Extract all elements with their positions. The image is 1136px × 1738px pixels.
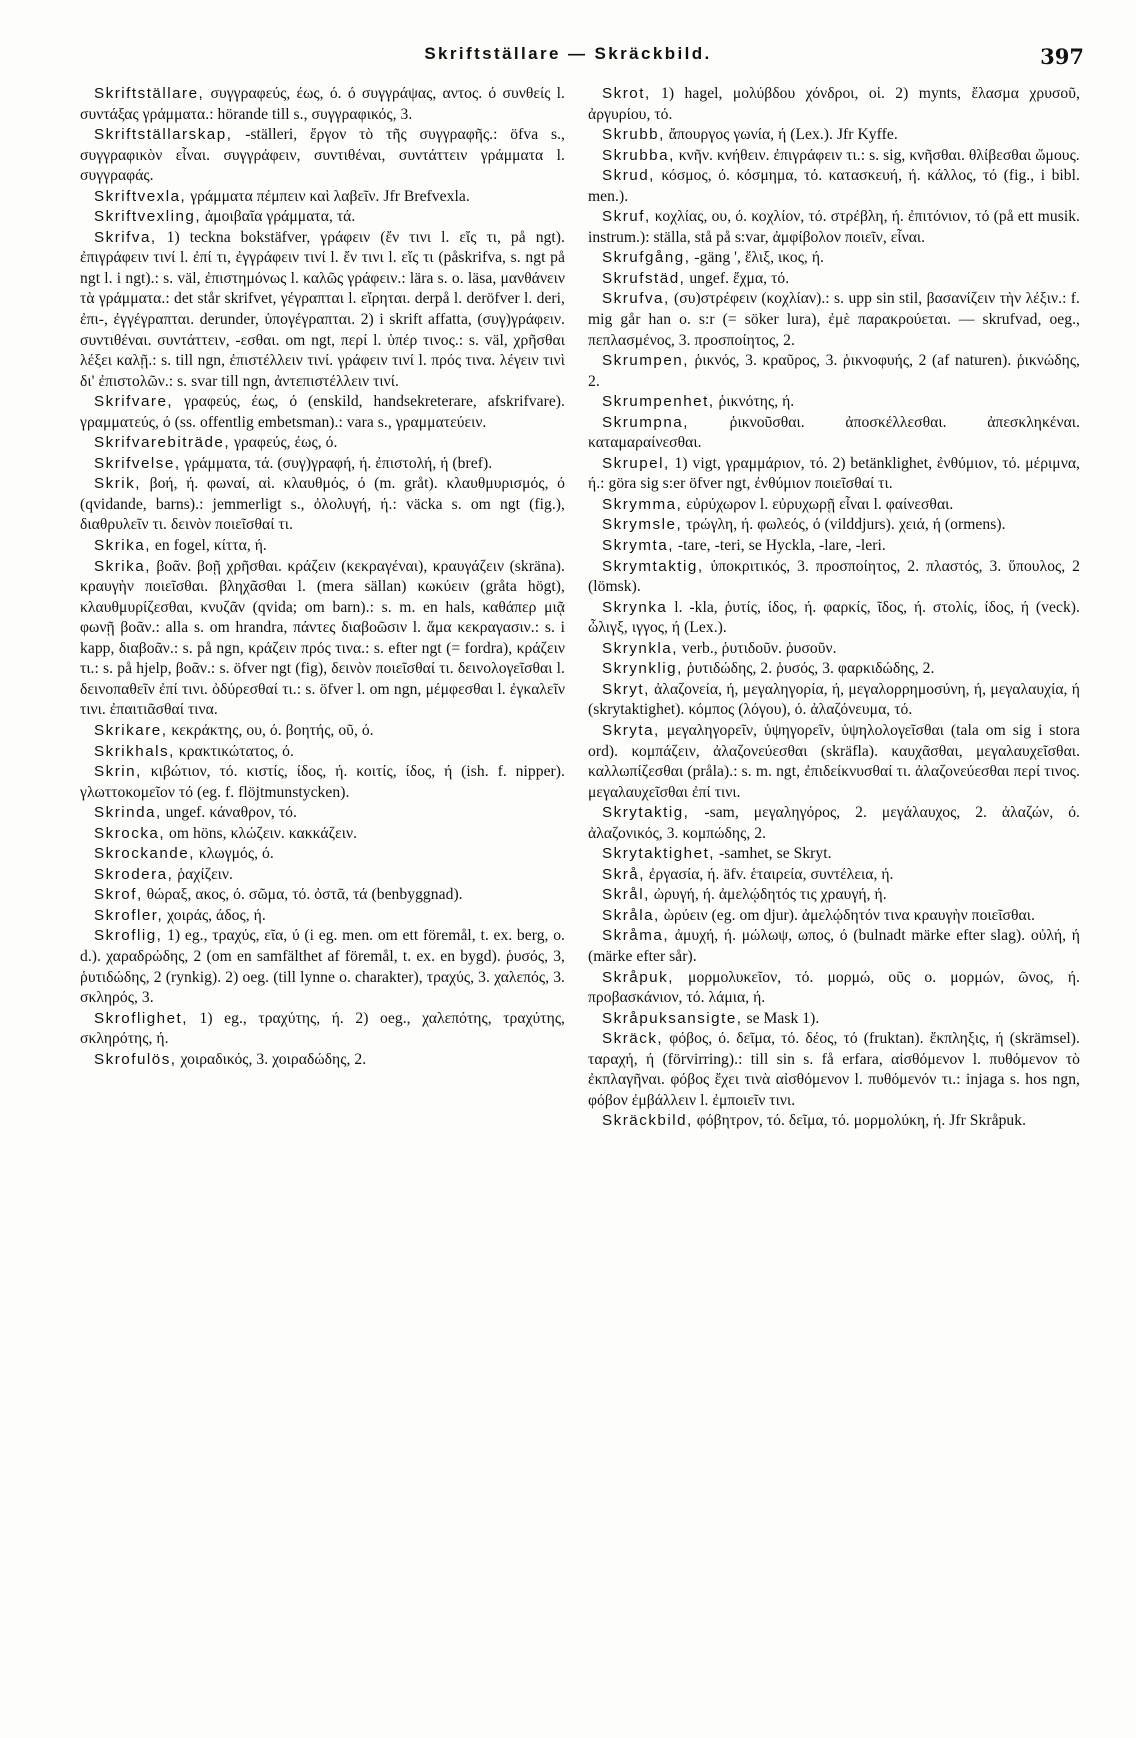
entry-definition: 1) eg., τραχύτης, ή. 2) oeg., χαλεπότης, τραχύτης, σκληρότης, ή.: [80, 1009, 565, 1048]
dictionary-entry: [588, 166, 1080, 207]
entry-definition: -gäng ', ἕλιξ, ικος, ή.: [690, 249, 824, 267]
dictionary-entry: [80, 762, 565, 803]
dictionary-entry: [588, 515, 1080, 536]
entry-definition: φόβος, ό. δεῖμα, τό. δέος, τό (fruktan). ἔκπληξις, ή (skrämsel). ταραχή, ή (förvirring).: till sin s. få erfara, αἰσθόμενον l. πυθόμενον τὸ ἐκπλαγῆναι. φόβος ἔχει τινὰ αἰσθόμενον l. πυθόμενόν τι.: injaga s. hos ngn, φόβον ἐμβάλλειν l. ἐμποιεῖν τινι.: [588, 1030, 1080, 1109]
entry-definition: μορμολυκεῖον, τό. μορμώ, οῦς ο. μορμών, ῶνος, ή. προβασκάνιον, τό. λάμια, ή.: [588, 968, 1080, 1007]
entry-headword: Skriftställarskap,: [94, 126, 233, 144]
dictionary-entry: [588, 125, 1080, 146]
entry-definition: ἐργασία, ή. äfv. ἑταιρεία, συντέλεια, ή.: [644, 865, 894, 883]
entry-definition: ὑποκριτικός, 3. προσποίητος, 2. πλαστός, 3. ὕπουλος, 2 (lömsk).: [588, 557, 1080, 596]
entry-definition: τρώγλη, ή. φωλεός, ό (vilddjurs). χειά, ή (ormens).: [682, 516, 1006, 534]
entry-headword: Skrud,: [602, 167, 655, 185]
dictionary-entry: [588, 413, 1080, 454]
entry-definition: κεκράκτης, ου, ό. βοητής, οῦ, ό.: [167, 721, 374, 739]
dictionary-entry: [588, 557, 1080, 598]
entry-definition: -ställeri, ἔργον τὸ τῆς συγγραφῆς.: öfva s., συγγραφικὸν εἶναι. συγγράφειν, συντιθέναι, συντάττειν γράμματα l. συγγραφάς.: [80, 126, 565, 185]
entry-definition: κρακτικώτατος, ό.: [174, 742, 294, 760]
entry-headword: Skrumpna,: [602, 413, 689, 431]
dictionary-entry: [588, 659, 1080, 680]
entry-definition: ἀμυχή, ή. μώλωψ, ωπος, ό (bulnadt märke efter slag). οὐλή, ή (märke efter sår).: [588, 927, 1080, 965]
dictionary-entry: [588, 1111, 1080, 1132]
entry-definition: ungef. κάναθρον, τό.: [161, 804, 297, 822]
entry-definition: γράμματα, τά. (συγ)γραφή, ή. ἐπιστολή, ή (bref).: [180, 454, 493, 472]
entry-headword: Skrika,: [94, 537, 151, 555]
entry-headword: Skråpuksansigte,: [602, 1009, 743, 1027]
entry-headword: Skråla,: [602, 906, 660, 924]
dictionary-entry: [80, 84, 565, 125]
left-column: [80, 84, 565, 1070]
entry-definition: κνῆν. κνήθειν. ἐπιγράφειν τι.: s. sig, κνῆσθαι. θλίβεσθαι ὤμους.: [674, 146, 1080, 164]
entry-headword: Skrå,: [602, 865, 645, 883]
entry-definition: συγγραφεύς, έως, ό. ό συγγράψας, αντος. ό συνθείς l. συντάξας γράμματα.: hörande till s., συγγραφικός, 3.: [80, 85, 565, 123]
dictionary-entry: [80, 433, 565, 454]
entry-definition: κιβώτιον, τό. κιστίς, ίδος, ή. κοιτίς, ίδος, ή (ish. f. nipper). γλωττοκομεῖον τό (eg. f. flöjtmunstycken).: [80, 763, 565, 801]
dictionary-entry: [80, 824, 565, 845]
entry-headword: Skräckbild,: [602, 1112, 693, 1130]
entry-definition: ῥικνοῦσθαι. ἀποσκέλλεσθαι. ἀπεσκληκέναι. καταμαραίνεσθαι.: [588, 413, 1080, 452]
entry-headword: Skrufgång,: [602, 249, 691, 267]
dictionary-entry: [588, 351, 1080, 392]
entry-headword: Skrifvare,: [94, 393, 174, 411]
entry-headword: Skrinda,: [94, 804, 162, 822]
entry-definition: en fogel, κίττα, ή.: [150, 537, 267, 555]
dictionary-entry: [588, 289, 1080, 351]
dictionary-entry: [588, 536, 1080, 557]
entry-definition: 1) hagel, μολύβδου χόνδροι, οἱ. 2) mynts, ἔλασμα χρυσοῦ, ἀργυρίου, τό.: [588, 85, 1080, 123]
dictionary-entry: [588, 721, 1080, 803]
entry-headword: Skrynklig,: [602, 660, 683, 678]
entry-headword: Skrifva,: [94, 228, 157, 246]
entry-definition: ῥυτιδώδης, 2. ῥυσός, 3. φαρκιδώδης, 2.: [682, 660, 935, 678]
entry-headword: Skrufstäd,: [602, 269, 686, 287]
dictionary-entry: [588, 269, 1080, 290]
dictionary-entry: [80, 1050, 565, 1071]
page-header: [0, 44, 1136, 84]
entry-headword: Skrumpen,: [602, 352, 689, 370]
entry-definition: 1) eg., τραχύς, εῖα, ύ (i eg. men. om ett föremål, t. ex. berg, o. d.). χαραδρώδης, 2 (om en samfälthet af föremål, t. ex. en bygd). ῥυσός, 3, ῥυτιδώδης, 2 (rynkig). 2) oeg. (till lynne o. charakter), τραχύς, 3. χαλεπός, 3. σκληρός, 3.: [80, 927, 565, 1007]
dictionary-entry: [80, 906, 565, 927]
dictionary-entry: [80, 187, 565, 208]
entry-definition: βοή, ή. φωναί, αἱ. κλαυθμός, ό (m. gråt). κλαυθμυρισμός, ό (qvidande, barns).: jemmerligt s., ὀλολυγή, ή.: väcka s. om ngt (fig.), διαθρυλεῖν τι. δεινὸν ποιεῖσθαί τι.: [80, 475, 565, 534]
dictionary-entry: [588, 146, 1080, 167]
entry-headword: Skroflig,: [94, 927, 163, 945]
dictionary-entry: [588, 865, 1080, 886]
dictionary-entry: [588, 1009, 1080, 1030]
entry-headword: Skrika,: [94, 557, 151, 575]
dictionary-entry: [80, 721, 565, 742]
dictionary-entry: [80, 474, 565, 536]
dictionary-entry: [588, 906, 1080, 927]
dictionary-entry: [80, 865, 565, 886]
entry-definition: ἀμοιβαῖα γράμματα, τά.: [201, 208, 356, 226]
entry-headword: Skrumpenhet,: [602, 393, 715, 411]
dictionary-entry: [588, 1029, 1080, 1111]
entry-headword: Skrikhals,: [94, 742, 175, 760]
dictionary-entry: [80, 742, 565, 763]
entry-definition: φόβητρον, τό. δεῖμα, τό. μορμολύκη, ή. Jfr Skråpuk.: [692, 1112, 1027, 1130]
dictionary-entry: [588, 248, 1080, 269]
entry-definition: ῥικνότης, ή.: [714, 393, 795, 411]
entry-headword: Skrodera,: [94, 865, 174, 883]
dictionary-entry: [80, 557, 565, 721]
entry-definition: ὠρυγή, ή. ἀμελῴδητός τις χραυγή, ή.: [649, 886, 887, 904]
entry-headword: Skrupel,: [602, 454, 670, 472]
entry-headword: Skriftställare,: [94, 85, 205, 102]
entry-definition: ῥαχίζειν.: [173, 865, 233, 883]
entry-headword: Skrynkla,: [602, 639, 678, 657]
dictionary-entry: [80, 454, 565, 475]
entry-headword: Skrofulös,: [94, 1050, 177, 1068]
entry-headword: Skriftvexla,: [94, 187, 187, 205]
entry-definition: χοιραδικός, 3. χοιραδώδης, 2.: [176, 1050, 367, 1068]
entry-headword: Skryta,: [602, 721, 660, 739]
entry-headword: Skrynka: [602, 598, 668, 616]
entry-definition: se Mask 1).: [742, 1009, 820, 1027]
dictionary-entry: [80, 207, 565, 228]
entry-headword: Skrymta,: [602, 537, 674, 555]
entry-definition: γραφεύς, έως, ό.: [230, 434, 338, 452]
entry-headword: Skråpuk,: [602, 968, 674, 986]
entry-definition: γράμματα πέμπειν καὶ λαβεῖν. Jfr Brefvexla.: [186, 187, 470, 205]
dictionary-entry: [80, 536, 565, 557]
entry-headword: Skrytaktig,: [602, 804, 690, 822]
dictionary-entry: [588, 495, 1080, 516]
entry-definition: βοᾶν. βοῇ χρῆσθαι. κράζειν (κεκραγέναι), κραυγάζειν (skräna). κραυγὴν ποιεῖσθαι. βληχᾶσθαι l. (mera sällan) κωκύειν (gråta högt), κλαυθμυρίζεσθαι, κνυζᾶν (qvida; om barn).: s. m. en hals, καθάπερ μιᾷ φωνῇ βοᾶν.: alla s. om hrandra, πάντες διαβοῶσιν l. ἅμα κεκραγασιν.: s. i kapp, διαβοᾶν.: s. på ngn, κράζειν πρός τινα.: s. efter ngt (= fordra), κράζειν τι.: s. på hjelp, βοᾶν.: s. öfver ngt (fig), δεινὸν ποιεῖσθαί τι. δεινολογεῖσθαι l. δεινοπαθεῖν ἐπί τινι. ὀδύρεσθαί τι.: s. öfver l. om ngn, μέμφεσθαι l. ἐγκαλεῖν τινι. ἐπαιτιᾶσθαί τινα.: [80, 557, 565, 719]
entry-definition: ἄπουργος γωνία, ή (Lex.). Jfr Kyffe.: [664, 126, 898, 144]
dictionary-entry: [588, 598, 1080, 639]
entry-definition: μεγαληγορεῖν, ὑψηγορεῖν, ὑψηλολογεῖσθαι (tala om sig i stora ord). κομπάζειν, ἀλαζονεύεσθαι (skräfla). καυχᾶσθαι, μεγαλαυχεῖσθαι. καλλωπίζεσθαι (pråla).: s. m. ngt, ἐπιδείκνυσθαί τι. ἀλαζονεύεσθαι περί τινος. μεγαλαυχεῖσθαι ἐπί τινι.: [588, 721, 1080, 801]
entry-definition: ungef. ἔχμα, τό.: [685, 269, 790, 287]
entry-headword: Skrik,: [94, 475, 141, 493]
entry-headword: Skroflighet,: [94, 1009, 188, 1027]
running-head: Skriftställare — Skräckbild.: [424, 44, 712, 63]
dictionary-entry: [80, 803, 565, 824]
dictionary-entry: [588, 680, 1080, 721]
entry-headword: Skrål,: [602, 886, 650, 904]
dictionary-entry: [80, 844, 565, 865]
entry-definition: l. -kla, ῥυτίς, ίδος, ή. φαρκίς, ῖδος, ή. στολίς, ίδος, ή (veck). ὦλιγξ, ιγγος, ή (Lex.).: [588, 598, 1080, 637]
entry-definition: ὠρύειν (eg. om djur). ἀμελῴδητόν τινα κραυγὴν ποιεῖσθαι.: [659, 906, 1035, 924]
entry-headword: Skriftvexling,: [94, 208, 202, 226]
entry-headword: Skrofler,: [94, 906, 164, 924]
dictionary-entry: [588, 639, 1080, 660]
entry-definition: κοχλίας, ου, ό. κοχλίον, τό. στρέβλη, ή. ἐπιτόνιον, τό (på ett musik. instrum.): ställa, stå på s:var, ἀμφίβολον ποιεῖν, εἶναι.: [588, 208, 1080, 246]
entry-headword: Skrifvelse,: [94, 454, 181, 472]
entry-headword: Skrytaktighet,: [602, 845, 716, 863]
entry-definition: εὐρύχωρον l. εὐρυχωρῇ εἶναι l. φαίνεσθαι.: [682, 495, 954, 513]
dictionary-entry: [80, 885, 565, 906]
entry-definition: (συ)στρέφειν (κοχλίαν).: s. upp sin stil, βασανίζειν τὴν λέξιν.: f. mig går han o. s:r (= söker lura), ἐμὲ παρακρούεται. — skrufvad, oeg., πεπλασμένος, 3. προσποίητος, 2.: [588, 290, 1080, 349]
dictionary-entry: [80, 926, 565, 1008]
dictionary-entry: [588, 885, 1080, 906]
entry-headword: Skrubba,: [602, 146, 675, 164]
entry-headword: Skrymma,: [602, 495, 683, 513]
dictionary-entry: [588, 968, 1080, 1009]
dictionary-entry: [588, 926, 1080, 967]
entry-definition: verb., ῥυτιδοῦν. ῥυσοῦν.: [677, 639, 837, 657]
entry-definition: om höns, κλώζειν. κακκάζειν.: [165, 824, 358, 842]
entry-headword: Skruf,: [602, 208, 651, 226]
entry-definition: γραφεύς, έως, ό (enskild, handsekreterare, afskrifvare). γραμματεύς, ό (ss. offentlig embetsman).: vara s., γραμματεύειν.: [80, 393, 565, 431]
entry-headword: Skrockande,: [94, 845, 195, 863]
entry-headword: Skrikare,: [94, 721, 168, 739]
entry-headword: Skrin,: [94, 763, 142, 781]
entry-headword: Skrufva,: [602, 290, 670, 308]
entry-definition: χοιράς, άδος, ή.: [163, 906, 266, 924]
entry-definition: ἀλαζονεία, ή, μεγαληγορία, ή, μεγαλορρημοσύνη, ή, μεγαλαυχία, ή (skrytaktighet). κόμπος (λόγου), ό. ἀλαζόνευμα, τό.: [588, 680, 1080, 719]
entry-headword: Skräck,: [602, 1030, 664, 1048]
dictionary-entry: [588, 803, 1080, 844]
dictionary-entry: [80, 392, 565, 433]
entry-headword: Skråma,: [602, 927, 670, 945]
entry-definition: 1) teckna bokstäfver, γράφειν (ἔν τινι l. εἴς τι, på ngt). ἐπιγράφειν τινί l. ἐπί τι, ἐγγράφειν τινί l. ἔν τινι l. εἴς τι (påskrifva, s. ngt på ngt l. i ngt).: s. väl, ἐπιστημόνως l. καλῶς γράφειν.: lära s. o. läsa, μανθάνειν τὰ γράμματα.: det står skrifvet, γέγραπται l. εἴρηται. derpå l. deröfver l. deri, ἐπι-, ἐγγέγραπται. derunder, ὑπογέγραπται. 2) i skrift affatta, (συγ)γράφειν. συντιθέναι. συντάττειν, -εσθαι. om ngt, περί l. ὑπέρ τινος.: s. väl, χρῆσθαι λέξει καλῇ.: s. till ngn, ἐπιστέλλειν τινί. γράφειν τινί l. πρός τινα. λέγειν τινὶ δι' ἐπιστολῶν.: s. svar till ngn, ἀντεπιστέλλειν τινί.: [80, 228, 565, 390]
entry-definition: 1) vigt, γραμμάριον, τό. 2) betänklighet, ἐνθύμιον, τό. μέριμνα, ή.: göra sig s:er öfver ngt, ἐνθύμιον ποιεῖσθαί τι.: [588, 454, 1080, 493]
dictionary-entry: [588, 84, 1080, 125]
page-number: 397: [1040, 44, 1084, 69]
entry-definition: κόσμος, ό. κόσμημα, τό. κατασκευή, ή. κάλλος, τό (fig., i bibl. men.).: [588, 167, 1080, 205]
entry-headword: Skrocka,: [94, 824, 166, 842]
dictionary-entry: [588, 392, 1080, 413]
entry-headword: Skryt,: [602, 680, 650, 698]
entry-headword: Skrifvarebiträde,: [94, 434, 231, 452]
dictionary-entry: [80, 228, 565, 392]
right-column: [588, 84, 1080, 1132]
entry-definition: -samhet, se Skryt.: [715, 845, 832, 863]
entry-definition: ῥικνός, 3. κραῦρος, 3. ῥικνοφυής, 2 (af naturen). ῥικνώδης, 2.: [588, 352, 1080, 390]
entry-headword: Skrof,: [94, 886, 143, 904]
entry-definition: θώραξ, ακος, ό. σῶμα, τό. ὀστᾶ, τά (benbyggnad).: [142, 886, 463, 904]
entry-headword: Skrot,: [602, 85, 651, 102]
entry-definition: -tare, -teri, se Hyckla, -lare, -leri.: [673, 537, 886, 555]
dictionary-entry: [588, 454, 1080, 495]
dictionary-entry: [80, 1009, 565, 1050]
entry-headword: Skrymtaktig,: [602, 557, 704, 575]
entry-definition: κλωγμός, ό.: [194, 845, 274, 863]
dictionary-entry: [588, 207, 1080, 248]
entry-headword: Skrubb,: [602, 126, 665, 144]
entry-headword: Skrymsle,: [602, 516, 683, 534]
dictionary-entry: [588, 844, 1080, 865]
dictionary-entry: [80, 125, 565, 187]
entry-definition: -sam, μεγαληγόρος, 2. μεγάλαυχος, 2. ἀλαζών, ό. ἀλαζονικός, 3. κομπώδης, 2.: [588, 804, 1080, 842]
